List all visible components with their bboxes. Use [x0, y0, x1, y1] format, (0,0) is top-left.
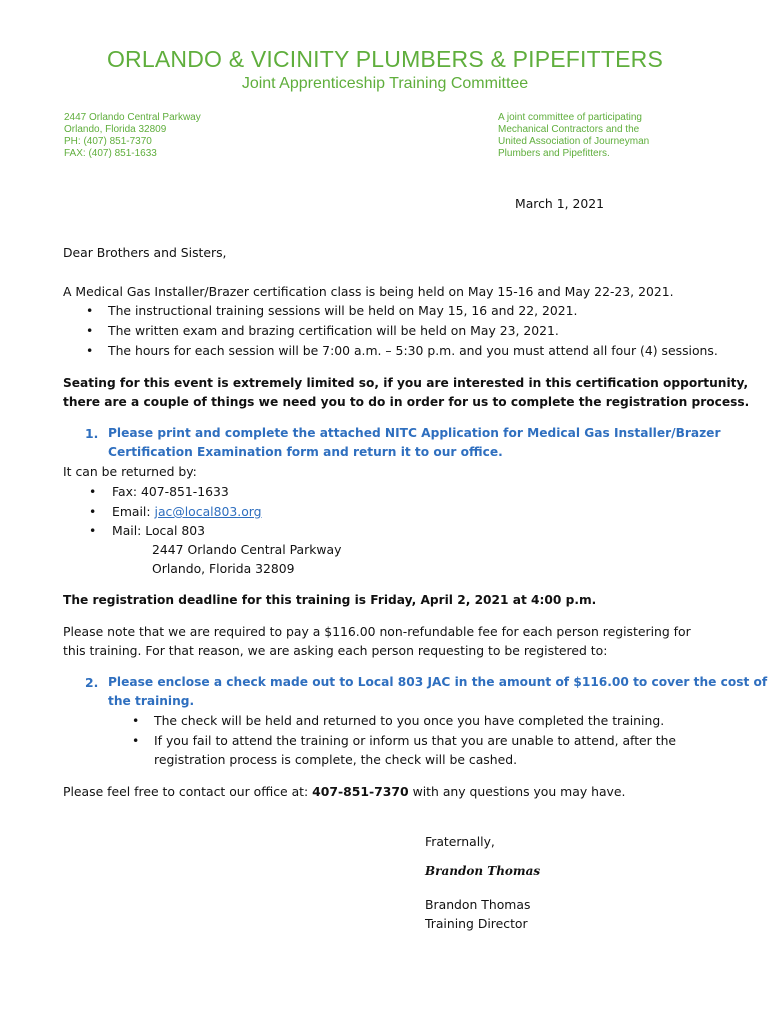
signer-title: Training Director: [425, 916, 528, 931]
registration-deadline: The registration deadline for this training is Friday, April 2, 2021 at 4:00 p.m.: [63, 593, 597, 607]
bullet-icon: •: [89, 484, 97, 499]
intro-bullet: The instructional training sessions will be held on May 15, 16 and 22, 2021.: [108, 303, 578, 318]
fax-method: Fax: 407-851-1633: [112, 484, 229, 499]
valediction: Fraternally,: [425, 834, 495, 849]
affiliation-line: A joint committee of participating: [498, 112, 642, 123]
organization-name: ORLANDO & VICINITY PLUMBERS & PIPEFITTERS: [106, 46, 664, 72]
mail-method: Mail: Local 803: [112, 523, 205, 538]
mail-address-line: Orlando, Florida 32809: [152, 561, 295, 576]
affiliation-line: Mechanical Contractors and the: [498, 124, 640, 135]
step-number: 1.: [85, 426, 99, 441]
step1-line: Please print and complete the attached NITC Application for Medical Gas Installer/Brazer: [108, 426, 721, 440]
email-link[interactable]: jac@local803.org: [154, 504, 262, 519]
email-method: [112, 502, 262, 522]
contact-line: [63, 782, 625, 802]
salutation: Dear Brothers and Sisters,: [63, 245, 227, 260]
check-bullet: If you fail to attend the training or inform us that you are unable to attend, after the: [154, 733, 677, 748]
step-number: 2.: [85, 675, 99, 690]
bullet-icon: •: [86, 303, 94, 318]
address-line: Orlando, Florida 32809: [64, 124, 167, 135]
affiliation-line: Plumbers and Pipefitters.: [498, 148, 610, 159]
bullet-icon: •: [132, 733, 140, 748]
contact-phone: 407-851-7370: [312, 784, 409, 799]
seating-notice-line: Seating for this event is extremely limited so, if you are interested in this certification opportunity,: [63, 376, 749, 390]
step2-line: Please enclose a check made out to Local 803 JAC in the amount of $116.00 to cover the cost of: [108, 675, 768, 689]
mail-address-line: 2447 Orlando Central Parkway: [152, 542, 342, 557]
bullet-icon: •: [89, 504, 97, 519]
intro-bullet: The written exam and brazing certification will be held on May 23, 2021.: [108, 323, 559, 338]
bullet-icon: •: [89, 523, 97, 538]
step1-line: Certification Examination form and return it to our office.: [108, 445, 503, 459]
email-label: Email:: [112, 504, 155, 519]
bullet-icon: •: [132, 713, 140, 728]
affiliation-note: [498, 112, 649, 160]
phone-line: PH: (407) 851-7370: [64, 136, 152, 147]
fee-note-line: Please note that we are required to pay a $116.00 non-refundable fee for each person registering for: [63, 624, 691, 639]
handwritten-signature: Brandon Thomas: [425, 864, 541, 878]
fee-note-line: this training. For that reason, we are asking each person requesting to be registered to:: [63, 643, 608, 658]
signer-name: Brandon Thomas: [425, 897, 531, 912]
affiliation-line: United Association of Journeyman: [498, 136, 650, 147]
check-bullet-continuation: registration process is complete, the check will be cashed.: [154, 752, 518, 767]
bullet-icon: •: [86, 323, 94, 338]
intro-bullet: The hours for each session will be 7:00 a.m. – 5:30 p.m. and you must attend all four (4) sessions.: [108, 343, 718, 358]
fax-line: FAX: (407) 851-1633: [64, 148, 157, 159]
contact-suffix: with any questions you may have.: [408, 784, 626, 799]
step2-line: the training.: [108, 694, 195, 708]
intro-paragraph: A Medical Gas Installer/Brazer certification class is being held on May 15-16 and May 22-23, 2021.: [63, 284, 674, 299]
letter-date: March 1, 2021: [515, 196, 605, 211]
return-intro: It can be returned by:: [63, 464, 197, 479]
office-address: [64, 112, 201, 160]
seating-notice-line: there are a couple of things we need you to do in order for us to complete the registration process.: [63, 395, 750, 409]
contact-prefix: Please feel free to contact our office at:: [63, 784, 313, 799]
bullet-icon: •: [86, 343, 94, 358]
committee-subtitle: Joint Apprenticeship Training Committee: [241, 75, 529, 92]
address-line: 2447 Orlando Central Parkway: [64, 112, 201, 123]
check-bullet: The check will be held and returned to you once you have completed the training.: [154, 713, 665, 728]
